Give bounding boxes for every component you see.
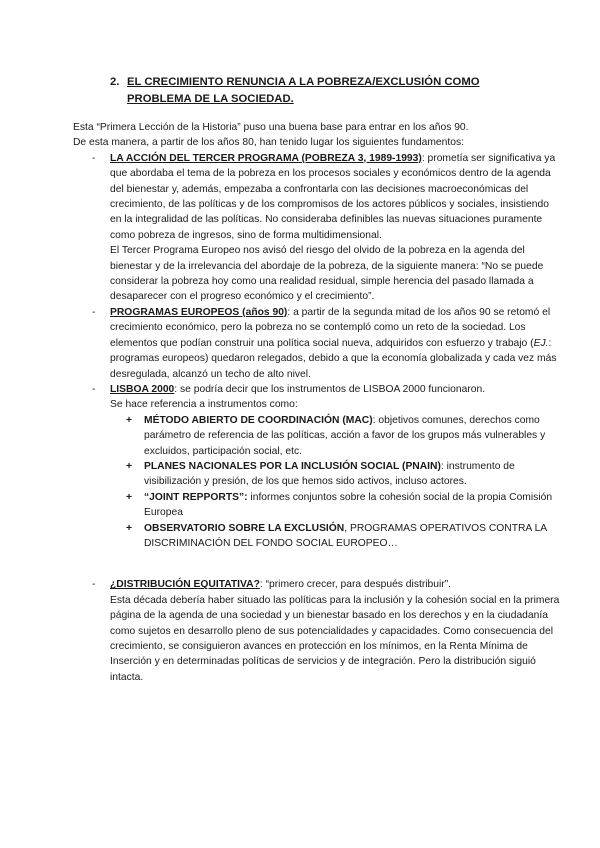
intro-line-2: De esta manera, a partir de los años 80, han tenido lugar los siguientes fundamentos: <box>73 137 464 149</box>
sublist-item-pnain <box>110 459 560 490</box>
list-item-lisboa-2000 <box>73 382 560 577</box>
sublist-item-observatorio <box>110 521 560 552</box>
item-text-italic: EJ. <box>533 337 549 349</box>
item-paragraph-2: El Tercer Programa Europeo nos avisó del riesgo del olvido de la pobreza en la agenda del bienestar y de la irrelevancia del abordaje de la pobreza, de la siguiente manera: “No se puede considerar la pobreza hoy como una realidad residual, simple herencia del pasado llamada a desaparecer con el progreso económico y el crecimiento”. <box>110 245 544 303</box>
section-heading <box>110 74 560 108</box>
item-paragraph <box>110 305 560 382</box>
bullet-marker: - <box>92 152 96 164</box>
list-item-programas-europeos <box>73 305 560 382</box>
item-text: : se podría decir que los instrumentos de LISBOA 2000 funcionaron. <box>174 383 486 395</box>
spacer <box>110 551 560 577</box>
section-title-line-1: EL CRECIMIENTO RENUNCIA A LA POBREZA/EXCLUSIÓN COMO <box>127 76 480 88</box>
item-title: ¿DISTRIBUCIÓN EQUITATIVA? <box>110 579 260 591</box>
item-text-continued: : programas europeos) quedaron relegados, debido a que la economía globalizada y cada vez más desregulada, alcanzó un techo de alto nivel. <box>110 337 557 380</box>
list-item-distribucion-equitativa <box>73 577 560 685</box>
item-paragraph <box>110 577 560 592</box>
subitem-text: : objetivos comunes, derechos como parámetro de referencia de las políticas, acción a favor de los grupos más vulnerables y excluidos, participación social, etc. <box>144 414 546 457</box>
item-paragraph <box>110 382 560 397</box>
list-item-tercer-programa <box>73 151 560 305</box>
fundamentos-list <box>73 151 560 685</box>
intro-line-1: Esta “Primera Lección de la Historia” puso una buena base para entrar en los años 90. <box>73 122 469 133</box>
subitem-text: informes conjuntos sobre la cohesión social de la propia Comisión Europea <box>144 491 553 519</box>
item-title: LISBOA 2000 <box>110 383 175 395</box>
item-text: : “primero crecer, para después distribuir”. <box>259 579 452 591</box>
sub-bullet-marker: + <box>126 522 133 534</box>
section-number: 2. <box>110 76 120 88</box>
intro-paragraph <box>73 120 560 151</box>
sub-bullet-marker: + <box>126 460 133 472</box>
section-title <box>127 74 480 108</box>
sublist-item-mac <box>110 413 560 459</box>
item-paragraph-2: Se hace referencia a instrumentos como: <box>110 399 298 411</box>
item-paragraph-2: Esta década debería haber situado las políticas para la inclusión y la cohesión social en la primera página de la agenda de una sociedad y un bienestar basado en los derechos y en la ciudadanía como sujetos en desarrollo pleno de sus potencialidades y capacidades. Como consecuencia del crecimiento, se consiguieron avances en protección en los mínimos, en la Renta Mínima de Inserción y en determinadas políticas de servicios y de integración. Pero la distribución siguió intacta. <box>110 594 560 683</box>
bullet-marker: - <box>92 383 96 395</box>
item-paragraph <box>110 151 560 243</box>
subitem-title: PLANES NACIONALES POR LA INCLUSIÓN SOCIAL (PNAIN) <box>144 460 441 472</box>
item-text: : prometía ser significativa ya que abordaba el tema de la pobreza en los procesos sociales y económicos dentro de la agenda del bienestar y, además, empezaba a confrontarla con las decisiones macroeconómicas del crecimiento, de las políticas y de los compromisos de los actores públicos y sociales, insistiendo en la integralidad de las políticas. No consideraba definibles las nuevas situaciones puramente como pobreza de ingresos, sino de forma multidimensional. <box>110 152 556 241</box>
sublist-item-joint-reports <box>110 490 560 521</box>
bullet-marker: - <box>92 579 96 591</box>
subitem-title: “JOINT REPPORTS”: <box>144 491 248 503</box>
item-title: PROGRAMAS EUROPEOS (años 90) <box>110 306 288 318</box>
section-title-line-2: PROBLEMA DE LA SOCIEDAD. <box>127 93 294 105</box>
subitem-title: MÉTODO ABIERTO DE COORDINACIÓN (MAC) <box>144 414 373 426</box>
instrumentos-sublist <box>110 413 560 552</box>
sub-bullet-marker: + <box>126 491 133 503</box>
item-text: : a partir de la segunda mitad de los años 90 se retomó el crecimiento económico, pero la pobreza no se contempló como un reto de la sociedad. Los elementos que podían construir una política social nueva, adquiridos con esfuerzo y trabajo ( <box>110 306 551 349</box>
item-title: LA ACCIÓN DEL TERCER PROGRAMA (POBREZA 3, 1989-1993) <box>110 152 422 164</box>
subitem-text: : instrumento de visibilización y presión, de los que hemos sido activos, incluso actores. <box>144 460 515 488</box>
subitem-title: OBSERVATORIO SOBRE LA EXCLUSIÓN <box>144 522 345 534</box>
sub-bullet-marker: + <box>126 414 133 426</box>
bullet-marker: - <box>92 306 96 318</box>
subitem-text: , PROGRAMAS OPERATIVOS CONTRA LA DISCRIMINACIÓN DEL FONDO SOCIAL EUROPEO… <box>144 522 547 549</box>
